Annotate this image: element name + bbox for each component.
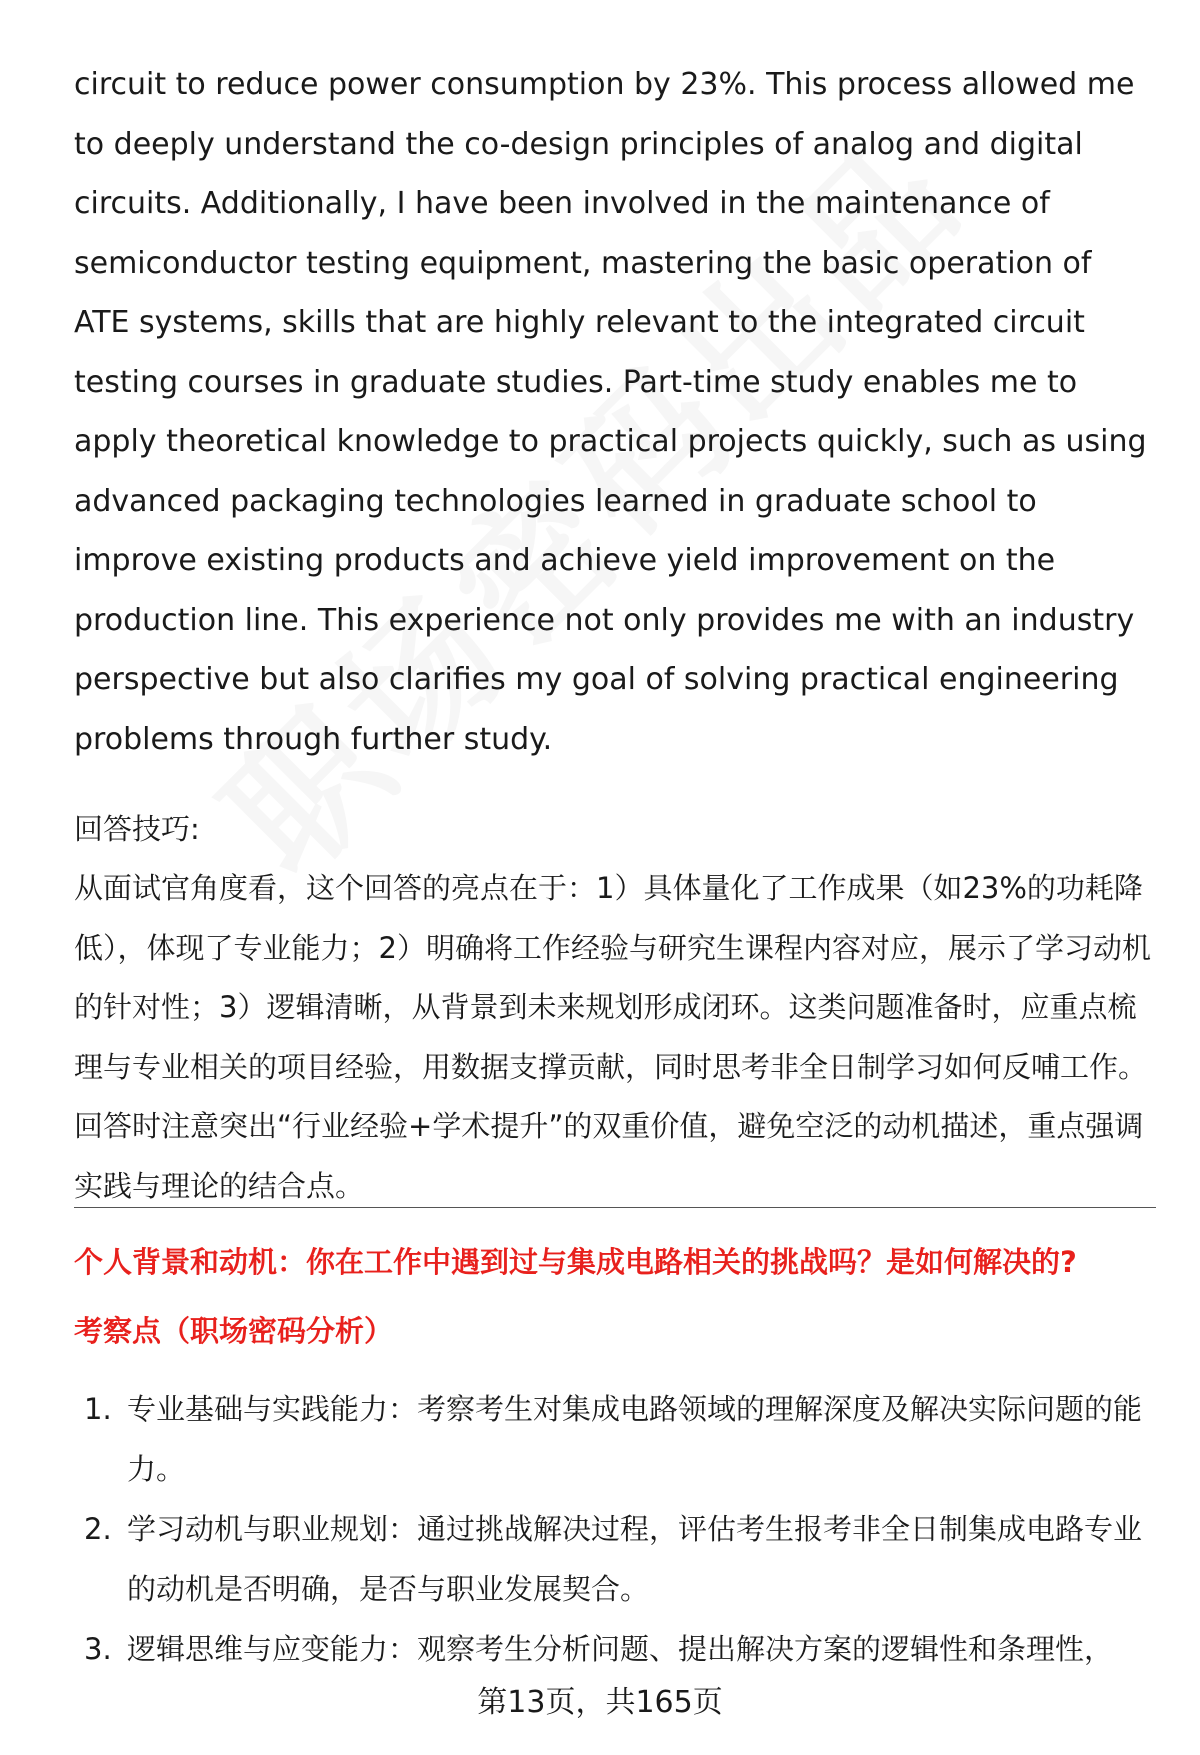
list-item-text: 逻辑思维与应变能力：观察考生分析问题、提出解决方案的逻辑性和条理性， bbox=[127, 1632, 1114, 1666]
question-heading: 个人背景和动机：你在工作中遇到过与集成电路相关的挑战吗？是如何解决的? bbox=[74, 1245, 1077, 1279]
tips-body: 从面试官角度看，这个回答的亮点在于：1）具体量化了工作成果（如23%的功耗降低），体现了专业能力；2）明确将工作经验与研究生课程内容对应，展示了学习动机的针对性；3）逻辑清晰，从背景到未来规划形成闭环。这类问题准备时，应重点梳理与专业相关的项目经验，用数据支撑贡献，同时思考非全日制学习如何反哺工作。回答时注意突出“行业经验+学术提升”的双重价值，避免空泛的动机描述，重点强调实践与理论的结合点。 bbox=[74, 871, 1151, 1203]
tips-heading: 回答技巧: bbox=[74, 812, 200, 846]
list-item-text: 专业基础与实践能力：考察考生对集成电路领域的理解深度及解决实际问题的能力。 bbox=[127, 1392, 1143, 1486]
page-footer: 第13页，共165页 bbox=[477, 1685, 723, 1720]
list-item-number: 3. bbox=[84, 1632, 112, 1666]
focus-list bbox=[74, 1379, 1156, 1679]
section-divider bbox=[74, 1207, 1156, 1208]
list-item-number: 1. bbox=[84, 1392, 112, 1426]
answer-paragraph: circuit to reduce power consumption by 23%. This process allowed me to deeply understand the co-design principles of analog and digital circuits. Additionally, I have been involved in the maintenance of semiconductor testing equipment, mastering the basic operation of ATE systems, skills that are highly relevant to the integrated circuit testing courses in graduate studies. Part-time study enables me to apply theoretical knowledge to practical projects quickly, such as using advanced packaging technologies learned in graduate school to improve existing products and achieve yield improvement on the production line. This experience not only provides me with an industry perspective but also clarifies my goal of solving practical engineering problems through further study. bbox=[74, 67, 1147, 757]
list-item bbox=[74, 1619, 1156, 1679]
list-item-number: 2. bbox=[84, 1512, 112, 1546]
list-item-text: 学习动机与职业规划：通过挑战解决过程，评估考生报考非全日制集成电路专业的动机是否明确，是否与职业发展契合。 bbox=[127, 1512, 1143, 1606]
focus-heading: 考察点（职场密码分析） bbox=[74, 1314, 394, 1348]
content-area bbox=[74, 55, 1154, 1216]
list-item bbox=[74, 1499, 1156, 1619]
list-item bbox=[74, 1379, 1156, 1499]
